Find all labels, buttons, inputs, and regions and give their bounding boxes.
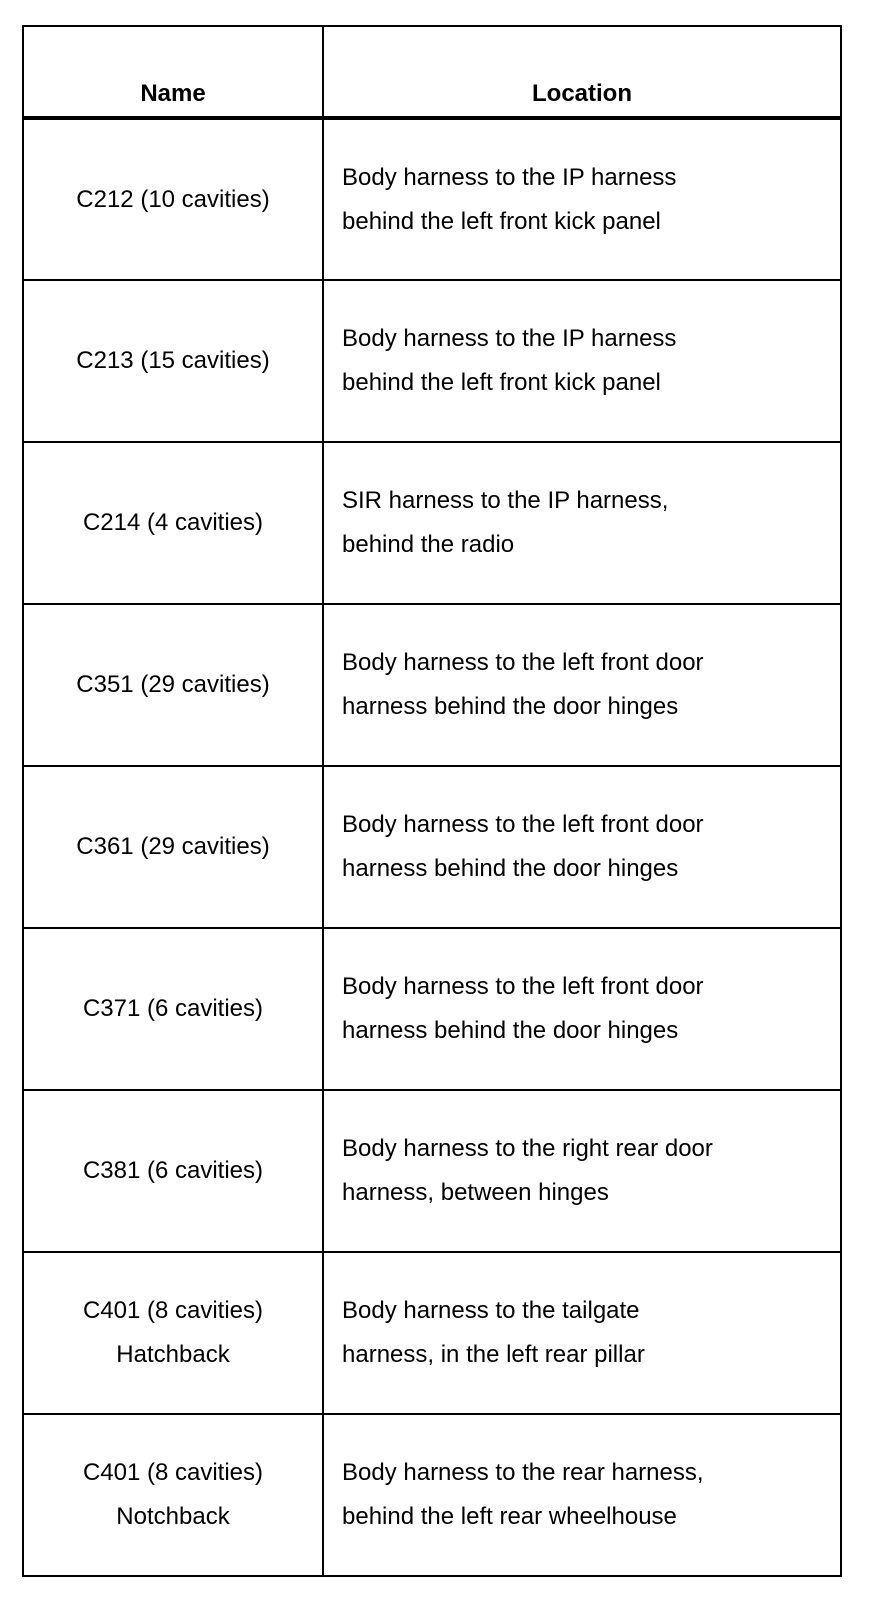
connector-location: Body harness to the IP harness behind the left front kick panel — [323, 280, 841, 442]
table-row — [23, 1090, 841, 1252]
table-header — [23, 26, 841, 118]
table-row — [23, 928, 841, 1090]
table-row — [23, 1414, 841, 1576]
table-row — [23, 280, 841, 442]
connector-name: C212 (10 cavities) — [23, 118, 323, 280]
column-header-location: Location — [323, 26, 841, 118]
connector-name: C371 (6 cavities) — [23, 928, 323, 1090]
column-header-name: Name — [23, 26, 323, 118]
connector-name: C214 (4 cavities) — [23, 442, 323, 604]
connector-location: Body harness to the IP harness behind the left front kick panel — [323, 118, 841, 280]
table-row — [23, 604, 841, 766]
connector-name: C213 (15 cavities) — [23, 280, 323, 442]
connector-location-table — [22, 25, 842, 1577]
table-row — [23, 442, 841, 604]
connector-name: C401 (8 cavities) Hatchback — [23, 1252, 323, 1414]
connector-name: C351 (29 cavities) — [23, 604, 323, 766]
connector-location: Body harness to the left front door harness behind the door hinges — [323, 928, 841, 1090]
header-row — [23, 26, 841, 118]
table-row — [23, 118, 841, 280]
connector-name: C361 (29 cavities) — [23, 766, 323, 928]
connector-name: C401 (8 cavities) Notchback — [23, 1414, 323, 1576]
connector-name: C381 (6 cavities) — [23, 1090, 323, 1252]
table-body — [23, 118, 841, 1576]
connector-location: Body harness to the right rear door harness, between hinges — [323, 1090, 841, 1252]
connector-location: Body harness to the rear harness, behind the left rear wheelhouse — [323, 1414, 841, 1576]
connector-location: SIR harness to the IP harness, behind the radio — [323, 442, 841, 604]
table-row — [23, 1252, 841, 1414]
connector-location: Body harness to the left front door harness behind the door hinges — [323, 604, 841, 766]
table-row — [23, 766, 841, 928]
connector-location: Body harness to the left front door harness behind the door hinges — [323, 766, 841, 928]
connector-location: Body harness to the tailgate harness, in the left rear pillar — [323, 1252, 841, 1414]
